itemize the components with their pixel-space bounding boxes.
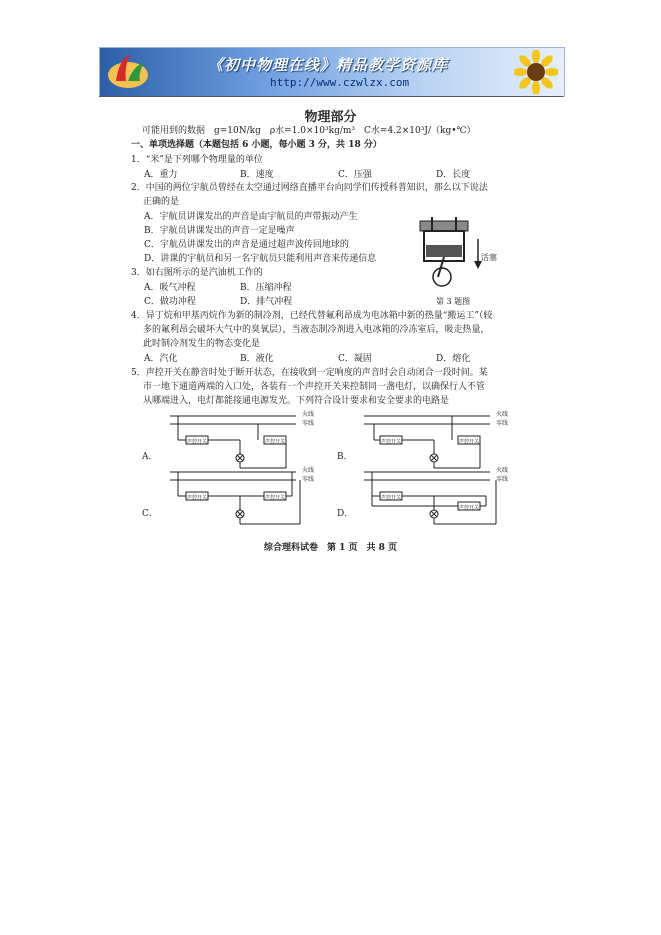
piston-label: 活塞 — [481, 253, 497, 262]
q5-option-a: A． — [142, 452, 158, 462]
q4-stem-line3: 此时制冷剂发生的物态变化是 — [143, 339, 261, 349]
banner-url: http://www.czwlzx.com — [270, 76, 410, 89]
circuit-a-fire-label: 火线 — [302, 411, 315, 418]
q5-option-d: D． — [337, 509, 354, 519]
q3-stem: 3．如右图所示的是汽油机工作的 — [131, 268, 263, 278]
circuit-a-switch1-label: 声控开关 — [187, 439, 208, 445]
header-rule — [99, 96, 563, 97]
q5-stem-line2: 市一地下通道两端的入口处，各装有一个声控开关来控制同一盏电灯，以确保行人不管 — [143, 382, 486, 392]
page-title: 物理部分 — [304, 110, 357, 125]
q5-stem-line3: 从哪端进入，电灯都能接通电源发光。下列符合设计要求和安全要求的电路是 — [143, 396, 450, 406]
q2-option-b: B．宇航员讲课发出的声音一定是噪声 — [144, 226, 295, 236]
q5-stem-line1: 5．声控开关在静音时处于断开状态，在接收到一定响度的声音时会自动闭合一段时间。某 — [131, 368, 488, 378]
circuit-c-fire-label: 火线 — [302, 467, 315, 474]
q3-option-b: B．压缩冲程 — [240, 283, 292, 293]
q3-option-d: D．排气冲程 — [240, 297, 293, 307]
q1-stem: 1．“米”是下列哪个物理量的单位 — [131, 155, 263, 165]
q4-option-c: C．凝固 — [338, 354, 372, 364]
q1-option-c: C．压强 — [338, 170, 372, 180]
q2-option-d: D．讲课的宇航员和另一名宇航员只能利用声音来传递信息 — [144, 254, 377, 264]
circuit-b-fire-label: 火线 — [496, 411, 509, 418]
circuit-b-switch2-label: 声控开关 — [459, 439, 480, 445]
site-banner — [99, 47, 565, 97]
q4-option-a: A．汽化 — [144, 354, 178, 364]
q2-stem-line1: 2．中国的两位宇航员曾经在太空通过网络直播平台向同学们传授科普知识，那么以下说法 — [131, 183, 488, 193]
circuit-b-switch1-label: 声控开关 — [381, 439, 402, 445]
data-line: 可能用到的数据 g=10N/kg ρ水=1.0×10³kg/m³ C水=4.2×10³J/（kg•℃） — [142, 126, 476, 136]
circuit-c-switch2-label: 声控开关 — [265, 495, 286, 501]
q5-option-c: C． — [142, 509, 158, 519]
circuit-a-switch2-label: 声控开关 — [265, 439, 286, 445]
circuit-b-neutral-label: 零线 — [496, 420, 509, 427]
q2-option-a: A．宇航员讲课发出的声音是由宇航员的声带振动产生 — [144, 212, 358, 222]
site-logo-icon — [106, 51, 150, 93]
q2-stem-line2: 正确的是 — [143, 197, 180, 207]
page-footer: 综合理科试卷 第 1 页 共 8 页 — [263, 543, 398, 553]
banner-title: 《初中物理在线》精品教学资源库 — [208, 56, 449, 74]
section-heading: 一、单项选择题（本题包括 6 小题，每小题 3 分，共 18 分） — [131, 140, 382, 150]
circuit-d-neutral-label: 零线 — [496, 476, 509, 483]
q3-figure-caption: 第 3 题图 — [436, 297, 471, 306]
q1-option-b: B．速度 — [240, 170, 274, 180]
q3-option-a: A．吸气冲程 — [144, 283, 196, 293]
sunflower-icon — [514, 50, 558, 94]
circuit-d-fire-label: 火线 — [496, 467, 509, 474]
circuit-d-switch2-label: 声控开关 — [459, 505, 480, 511]
q2-option-c: C．宇航员讲课发出的声音是通过超声波传回地球的 — [144, 240, 349, 250]
q4-option-d: D．熔化 — [436, 354, 471, 364]
circuit-a-neutral-label: 零线 — [302, 420, 315, 427]
piston — [426, 245, 462, 257]
circuit-c-neutral-label: 零线 — [302, 476, 315, 483]
q3-option-c: C．做功冲程 — [144, 297, 196, 307]
q4-stem-line2: 多的氟利昂会破坏大气中的臭氧层），当液态制冷剂进入电冰箱的冷冻室后，吸走热量， — [143, 325, 490, 335]
circuit-d-switch1-label: 声控开关 — [381, 495, 402, 501]
q4-stem-line1: 4．异丁烷和甲基丙烷作为新的制冷剂，已经代替氟利昂成为电冰箱中新的热量“搬运工”（较 — [131, 311, 493, 321]
q5-option-b: B． — [337, 452, 353, 462]
circuit-c-switch1-label: 声控开关 — [187, 495, 208, 501]
q4-option-b: B．液化 — [240, 354, 274, 364]
q1-option-a: A．重力 — [144, 170, 178, 180]
q1-option-d: D．长度 — [436, 170, 471, 180]
